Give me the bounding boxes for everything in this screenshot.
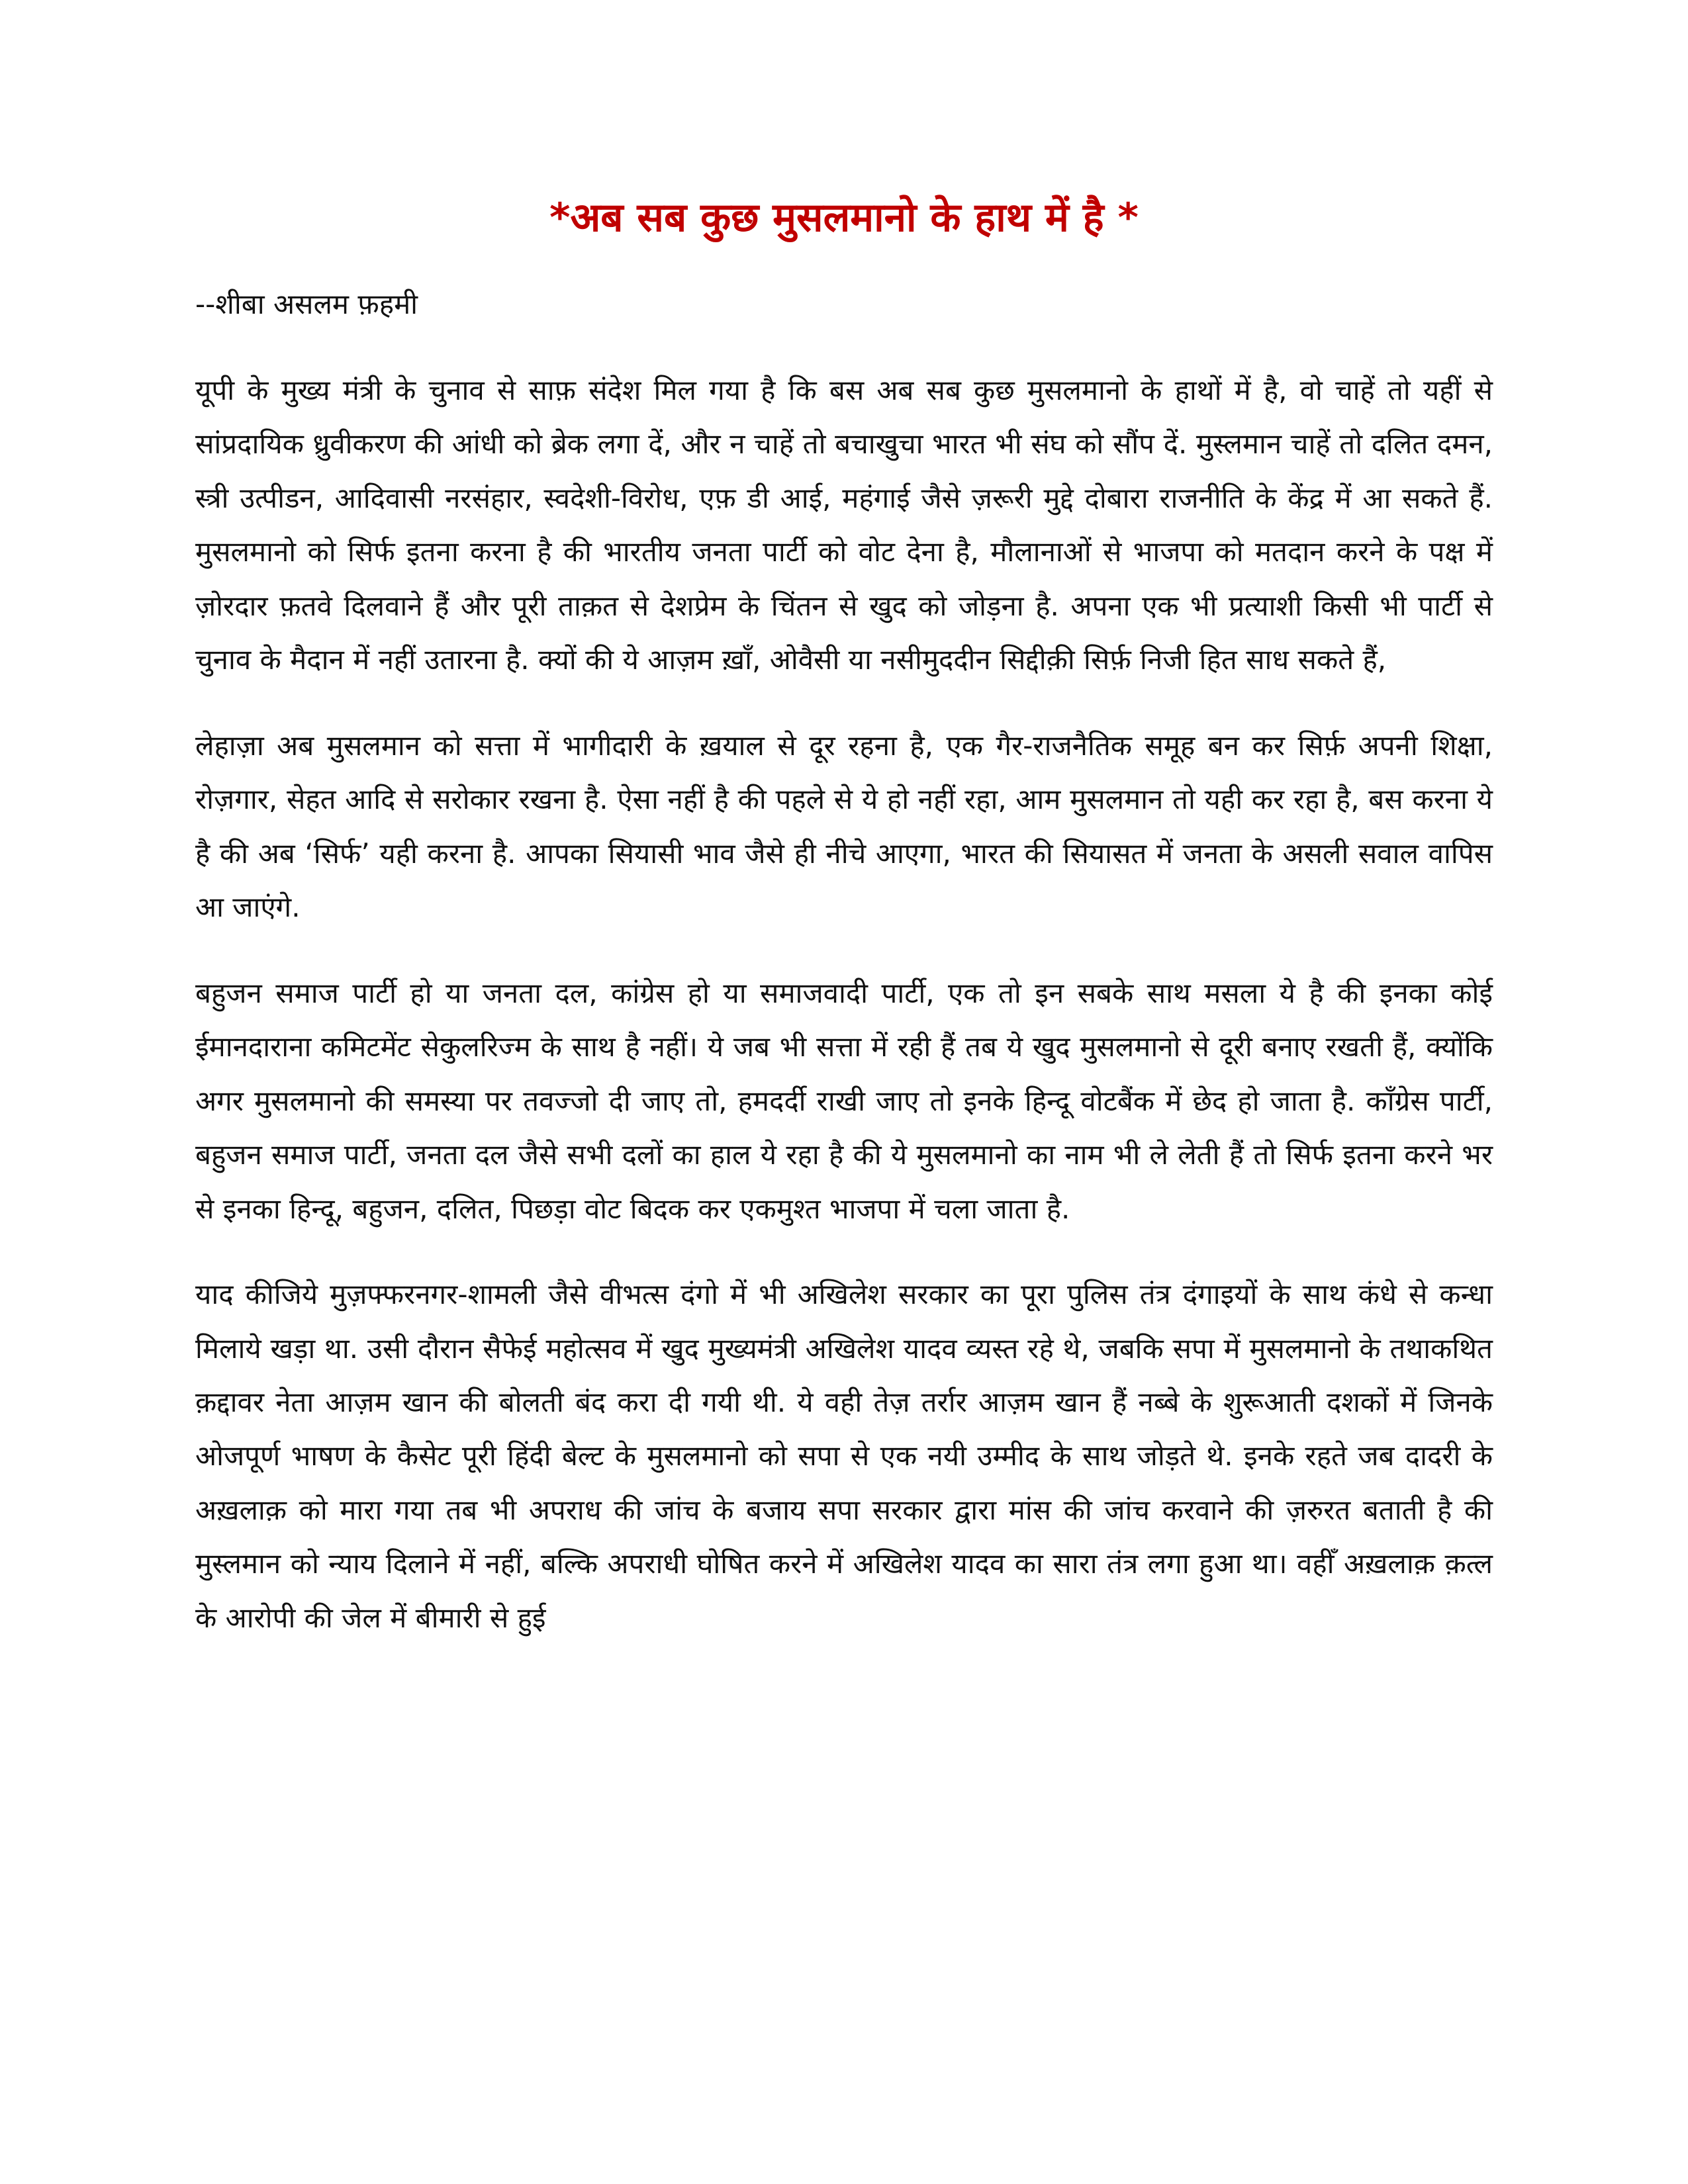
paragraph-1: यूपी के मुख्य मंत्री के चुनाव से साफ़ संदेश मिल गया है कि बस अब सब कुछ मुसलमानो के हाथों में है, वो चाहें तो यहीं से सांप्रदायिक ध्रुवीकरण की आंधी को ब्रेक लगा दें, और न चाहें तो बचाखुचा भारत भी संघ को सौंप दें. मुस्लमान चाहें तो दलित दमन, स्त्री उत्पीडन, आदिवासी नरसंहार, स्वदेशी-विरोध, एफ़ डी आई, महंगाई जैसे ज़रूरी मुद्दे दोबारा राजनीति के केंद्र में आ सकते हैं. मुसलमानो को सिर्फ इतना करना है की भारतीय जनता पार्टी को वोट देना है, मौलानाओं से भाजपा को मतदान करने के पक्ष में ज़ोरदार फ़तवे दिलवाने हैं और पूरी ताक़त से देशप्रेम के चिंतन से खुद को जोड़ना है. अपना एक भी प्रत्याशी किसी भी पार्टी से चुनाव के मैदान में नहीं उतारना है. क्यों की ये आज़म ख़ाँ, ओवैसी या नसीमुददीन सिद्दीक़ी सिर्फ़ निजी हित साध सकते हैं, bbox=[195, 374, 1493, 676]
paragraph-4: याद कीजिये मुज़फ्फरनगर-शामली जैसे वीभत्स दंगो में भी अखिलेश सरकार का पूरा पुलिस तंत्र दंगाइयों के साथ कंधे से कन्धा मिलाये खड़ा था. उसी दौरान सैफेई महोत्सव में खुद मुख्यमंत्री अखिलेश यादव व्यस्त रहे थे, जबकि सपा में मुसलमानो के तथाकथित क़द्दावर नेता आज़म खान की बोलती बंद करा दी गयी थी. ये वही तेज़ तर्रार आज़म खान हैं नब्बे के शुरूआती दशकों में जिनके ओजपूर्ण भाषण के कैसेट पूरी हिंदी बेल्ट के मुसलमानो को सपा से एक नयी उम्मीद के साथ जोड़ते थे. इनके रहते जब दादरी के अख़लाक़ को मारा गया तब भी अपराध की जांच के बजाय सपा सरकार द्वारा मांस की जांच करवाने की ज़रुरत बताती है की मुस्लमान को न्याय दिलाने में नहीं, बल्कि अपराधी घोषित करने में अखिलेश यादव का सारा तंत्र लगा हुआ था। वहीँ अख़लाक़ क़त्ल के आरोपी की जेल में बीमारी से हुई bbox=[195, 1278, 1493, 1634]
document-title: *अब सब कुछ मुसलमानो के हाथ में है * bbox=[549, 195, 1139, 241]
paragraph-2: लेहाज़ा अब मुसलमान को सत्ता में भागीदारी के ख़याल से दूर रहना है, एक गैर-राजनैतिक समूह बन कर सिर्फ़ अपनी शिक्षा, रोज़गार, सेहत आदि से सरोकार रखना है. ऐसा नहीं है की पहले से ये हो नहीं रहा, आम मुसलमान तो यही कर रहा है, बस करना ये है की अब ‘सिर्फ’ यही करना है. आपका सियासी भाव जैसे ही नीचे आएगा, भारत की सियासत में जनता के असली सवाल वापिस आ जाएंगे. bbox=[195, 729, 1493, 924]
paragraph-3: बहुजन समाज पार्टी हो या जनता दल, कांग्रेस हो या समाजवादी पार्टी, एक तो इन सबके साथ मसला ये है की इनका कोई ईमानदाराना कमिटमेंट सेकुलरिज्म के साथ है नहीं। ये जब भी सत्ता में रही हैं तब ये खुद मुसलमानो से दूरी बनाए रखती हैं, क्योंकि अगर मुसलमानो की समस्या पर तवज्जो दी जाए तो, हमदर्दी राखी जाए तो इनके हिन्दू वोटबैंक में छेद हो जाता है. काँग्रेस पार्टी, बहुजन समाज पार्टी, जनता दल जैसे सभी दलों का हाल ये रहा है की ये मुसलमानो का नाम भी ले लेती हैं तो सिर्फ इतना करने भर से इनका हिन्दू, बहुजन, दलित, पिछड़ा वोट बिदक कर एकमुश्त भाजपा में चला जाता है. bbox=[195, 976, 1493, 1225]
author-byline: --शीबा असलम फ़हमी bbox=[195, 288, 418, 320]
document-page bbox=[195, 192, 1493, 1676]
